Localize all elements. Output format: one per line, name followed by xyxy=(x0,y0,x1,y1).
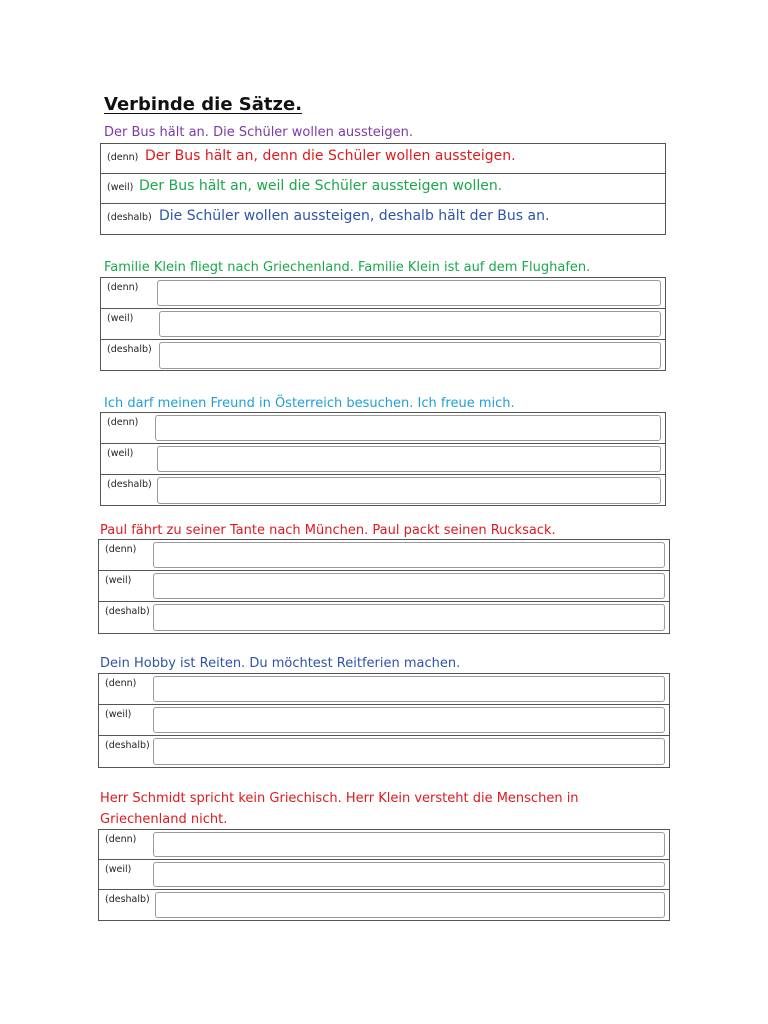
example-row-weil xyxy=(101,174,665,204)
exercise-1-label-deshalb: (deshalb) xyxy=(107,344,152,355)
exercise-3-table xyxy=(98,539,670,634)
exercise-4-row-deshalb xyxy=(99,736,669,767)
example-row-denn xyxy=(101,144,665,174)
exercise-2-label-denn: (denn) xyxy=(107,417,139,428)
exercise-3-answer-denn[interactable] xyxy=(153,542,665,568)
example-label-denn: (denn) xyxy=(107,152,139,163)
exercise-5-label-weil: (weil) xyxy=(105,864,132,875)
exercise-2-row-denn xyxy=(101,413,665,444)
exercise-4-label-weil: (weil) xyxy=(105,709,132,720)
exercise-1-table xyxy=(100,277,666,371)
exercise-5-row-weil xyxy=(99,860,669,890)
exercise-1-prompt: Familie Klein fliegt nach Griechenland. Familie Klein ist auf dem Flughafen. xyxy=(104,260,591,275)
example-row-deshalb xyxy=(101,204,665,234)
exercise-2-row-weil xyxy=(101,444,665,475)
example-label-weil: (weil) xyxy=(107,182,134,193)
exercise-1-row-deshalb xyxy=(101,340,665,371)
exercise-4-row-weil xyxy=(99,705,669,736)
exercise-3-row-weil xyxy=(99,571,669,602)
exercise-2-table xyxy=(100,412,666,506)
exercise-1-label-weil: (weil) xyxy=(107,313,134,324)
exercise-5-answer-weil[interactable] xyxy=(153,862,665,887)
exercise-2-answer-denn[interactable] xyxy=(155,415,661,441)
exercise-1-answer-deshalb[interactable] xyxy=(159,342,661,369)
exercise-4-row-denn xyxy=(99,674,669,705)
exercise-5-label-deshalb: (deshalb) xyxy=(105,894,150,905)
exercise-3-label-weil: (weil) xyxy=(105,575,132,586)
exercise-3-row-deshalb xyxy=(99,602,669,633)
exercise-4-answer-deshalb[interactable] xyxy=(153,738,665,765)
exercise-1-answer-denn[interactable] xyxy=(157,280,661,306)
exercise-2-label-weil: (weil) xyxy=(107,448,134,459)
exercise-1-label-denn: (denn) xyxy=(107,282,139,293)
exercise-4-label-denn: (denn) xyxy=(105,678,137,689)
exercise-4-answer-denn[interactable] xyxy=(153,676,665,702)
exercise-5-prompt: Herr Schmidt spricht kein Griechisch. Herr Klein versteht die Menschen in Griechenland nicht. xyxy=(100,791,579,827)
example-label-deshalb: (deshalb) xyxy=(107,212,152,223)
exercise-3-label-denn: (denn) xyxy=(105,544,137,555)
exercise-4-label-deshalb: (deshalb) xyxy=(105,740,150,751)
exercise-3-prompt: Paul fährt zu seiner Tante nach München. Paul packt seinen Rucksack. xyxy=(100,523,556,538)
example-answer-weil: Der Bus hält an, weil die Schüler aussteigen wollen. xyxy=(139,178,503,194)
exercise-5-row-deshalb xyxy=(99,890,669,920)
exercise-5-label-denn: (denn) xyxy=(105,834,137,845)
exercise-2-answer-weil[interactable] xyxy=(157,446,661,472)
example-prompt: Der Bus hält an. Die Schüler wollen aussteigen. xyxy=(104,125,414,140)
exercise-2-prompt: Ich darf meinen Freund in Österreich besuchen. Ich freue mich. xyxy=(104,396,515,411)
exercise-1-answer-weil[interactable] xyxy=(159,311,661,337)
exercise-1-row-weil xyxy=(101,309,665,340)
exercise-3-row-denn xyxy=(99,540,669,571)
exercise-4-answer-weil[interactable] xyxy=(153,707,665,733)
exercise-2-row-deshalb xyxy=(101,475,665,506)
example-answer-denn: Der Bus hält an, denn die Schüler wollen aussteigen. xyxy=(145,148,516,164)
exercise-2-answer-deshalb[interactable] xyxy=(157,477,661,504)
exercise-3-answer-weil[interactable] xyxy=(153,573,665,599)
exercise-5-row-denn xyxy=(99,830,669,860)
exercise-2-label-deshalb: (deshalb) xyxy=(107,479,152,490)
exercise-5-answer-deshalb[interactable] xyxy=(155,892,665,918)
example-table xyxy=(100,143,666,235)
exercise-1-row-denn xyxy=(101,278,665,309)
example-answer-deshalb: Die Schüler wollen aussteigen, deshalb hält der Bus an. xyxy=(159,208,550,224)
exercise-4-prompt: Dein Hobby ist Reiten. Du möchtest Reitferien machen. xyxy=(100,656,461,671)
exercise-3-label-deshalb: (deshalb) xyxy=(105,606,150,617)
exercise-5-table xyxy=(98,829,670,921)
exercise-4-table xyxy=(98,673,670,768)
exercise-5-answer-denn[interactable] xyxy=(153,832,665,857)
exercise-3-answer-deshalb[interactable] xyxy=(153,604,665,631)
worksheet-title: Verbinde die Sätze. xyxy=(104,94,303,115)
